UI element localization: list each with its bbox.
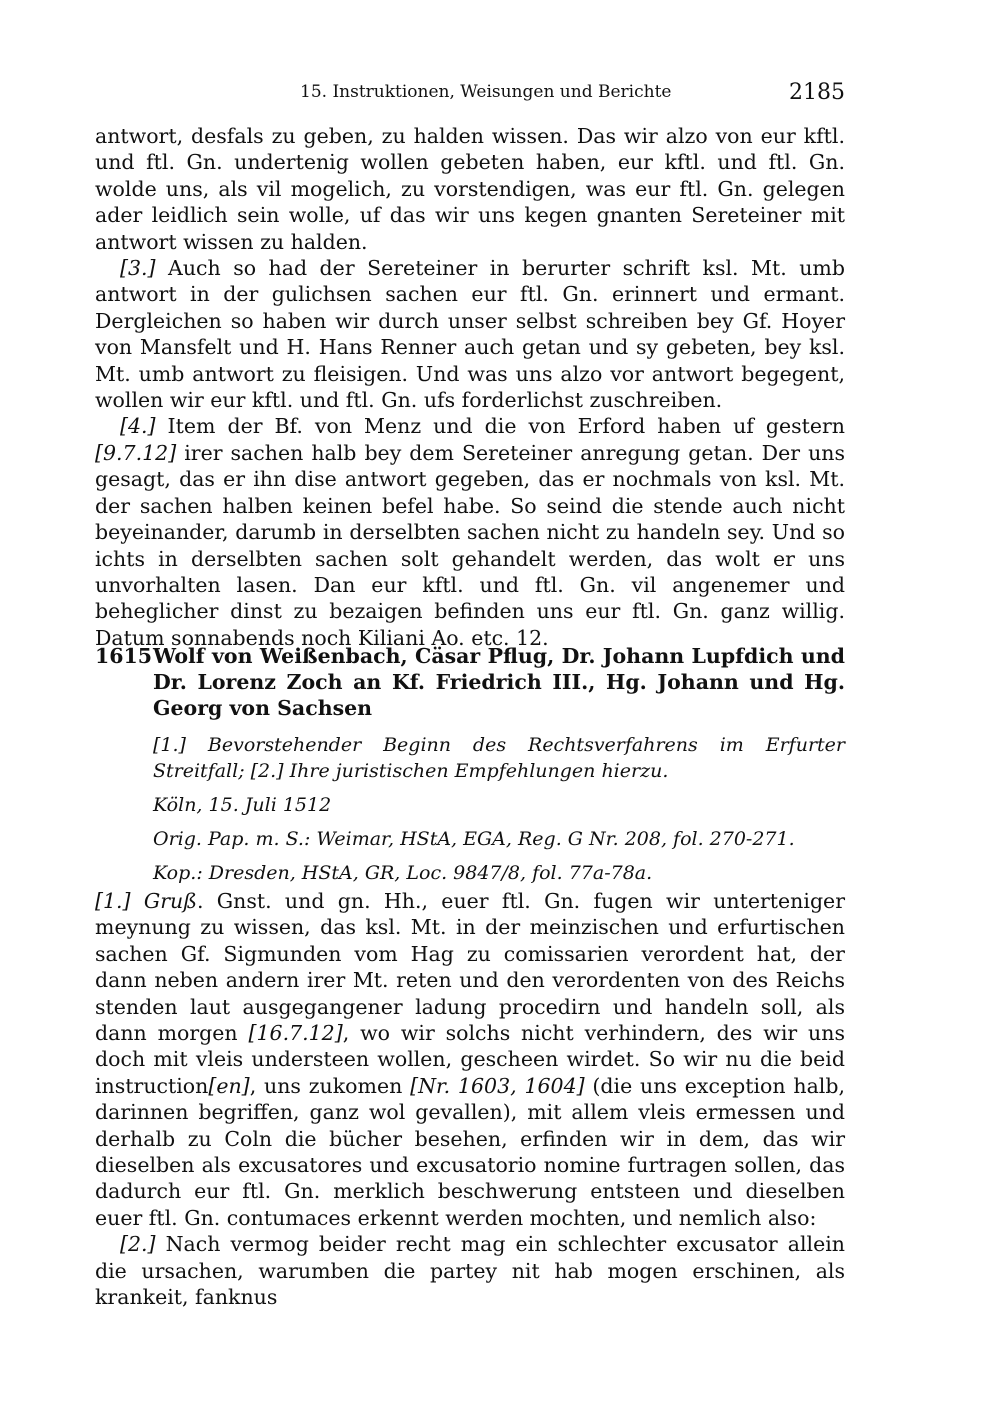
paragraph: [1.] Gruß. Gnst. und gn. Hh., euer ftl. Gn. fugen wir unterteniger meynung zu wissen, das ksl. Mt. in der meinzischen und erfurtischen sachen Gf. Sigmunden vom Hag zu comissarien verordent hat, der dann neben andern irer Mt. reten und den verordenten von des Reichs stenden laut ausgegangener ladung procedirn und handeln soll, als dann morgen [16.7.12], wo wir solchs nicht verhindern, des wir uns doch mit vleis understeen wollen, gescheen wirdet. So wir nu die beid instruction[en], uns zukomen [Nr. 1603, 1604] (die uns exception halb, darinnen begriffen, ganz wol gevallen), mit allem vleis ermessen und derhalb zu Coln die bücher besehen, erfinden wir in dem, das wir dieselben als excusatores und excusatorio nomine furtragen sollen, das dadurch eur ftl. Gn. merklich beschwerung entsteen und dieselben euer ftl. Gn. contumaces erkennt werden mochten, und nemlich also: [95,889,845,1230]
date-annotation: [9.7.12] [95,440,177,465]
source-original: Orig. Pap. m. S.: Weimar, HStA, EGA, Reg. G Nr. 208, fol. 270-271. [153,828,795,850]
page-number: 2185 [789,80,845,105]
paragraph: [4.] Item der Bf. von Menz und die von Erford haben uf gestern [9.7.12] irer sachen halb bey dem Sereteiner anregung getan. Der uns gesagt, das er ihn dise antwort gegeben, das er nochmals von ksl. Mt. der sachen halben keinen befel habe. So seind die stende auch nicht beyeinander, darumb in derselbten sachen nicht zu handeln sey. Und so ichts in derselbten sachen solt gehandelt werden, das wolt er uns unvorhalten lasen. Dan eur kftl. und ftl. Gn. vil angenemer und beheglicher dinst zu bezaigen befinden uns eur ftl. Gn. ganz willig. Datum sonnabends noch Kiliani Ao. etc. 12. [95,414,845,650]
document-text [95,888,845,1311]
paragraph: [2.] Nach vermog beider recht mag ein schlechter excusator allein die ursachen, warumben die partey nit hab mogen erschinen, als krankeit, fanknus [95,1232,845,1310]
document-number: 1615 [95,644,153,668]
editorial-addition: [en] [208,1073,250,1098]
cross-reference: [Nr. 1603, 1604] [410,1073,585,1098]
paragraph-marker: [2.] [120,1232,156,1257]
date-annotation: [16.7.12] [248,1021,343,1046]
document-heading [95,643,845,721]
paragraph: antwort, desfals zu geben, zu halden wissen. Das wir alzo von eur kftl. und ftl. Gn. undertenig wollen gebeten haben, eur kftl. und ftl. Gn. wolde uns, als vil mogelich, zu vorstendigen, was eur ftl. Gn. gelegen ader leidlich sein wolle, uf das wir uns kegen gnanten Sereteiner mit antwort wissen zu halden. [95,124,845,254]
paragraph-marker: [4.] [120,414,156,439]
paragraph: [3.] Auch so had der Sereteiner in berurter schrift ksl. Mt. umb antwort in der gulichsen sachen eur ftl. Gn. erinnert und ermant. Dergleichen so haben wir durch unser selbst schreiben bey Gf. Hoyer von Mansfelt und H. Hans Renner auch getan und sy gebeten, bey ksl. Mt. umb antwort zu fleisigen. Und was uns alzo vor antwort begegent, wollen wir eur kftl. und ftl. Gn. ufs forderlichst zuschreiben. [95,256,845,413]
previous-document-text [95,123,845,651]
paragraph-marker: [1.] Gruß [95,889,197,913]
place-date: Köln, 15. Juli 1512 [153,794,332,816]
running-head [95,80,845,110]
document-entry [95,643,845,886]
source-copy: Kop.: Dresden, HStA, GR, Loc. 9847/8, fol. 77a-78a. [153,862,653,884]
document-summary: [1.] Bevorstehender Beginn des Rechtsverfahrens im Erfurter Streitfall; [2.] Ihre juristischen Empfehlungen hierzu. [153,734,845,782]
document-metadata [153,732,845,886]
running-title: 15. Instruktionen, Weisungen und Berichte [300,82,672,102]
document-title: Wolf von Weißenbach, Cäsar Pflug, Dr. Johann Lupfdich und Dr. Lorenz Zoch an Kf. Friedrich III., Hg. Johann und Hg. Georg von Sachsen [153,644,845,720]
paragraph-marker: [3.] [120,256,156,281]
